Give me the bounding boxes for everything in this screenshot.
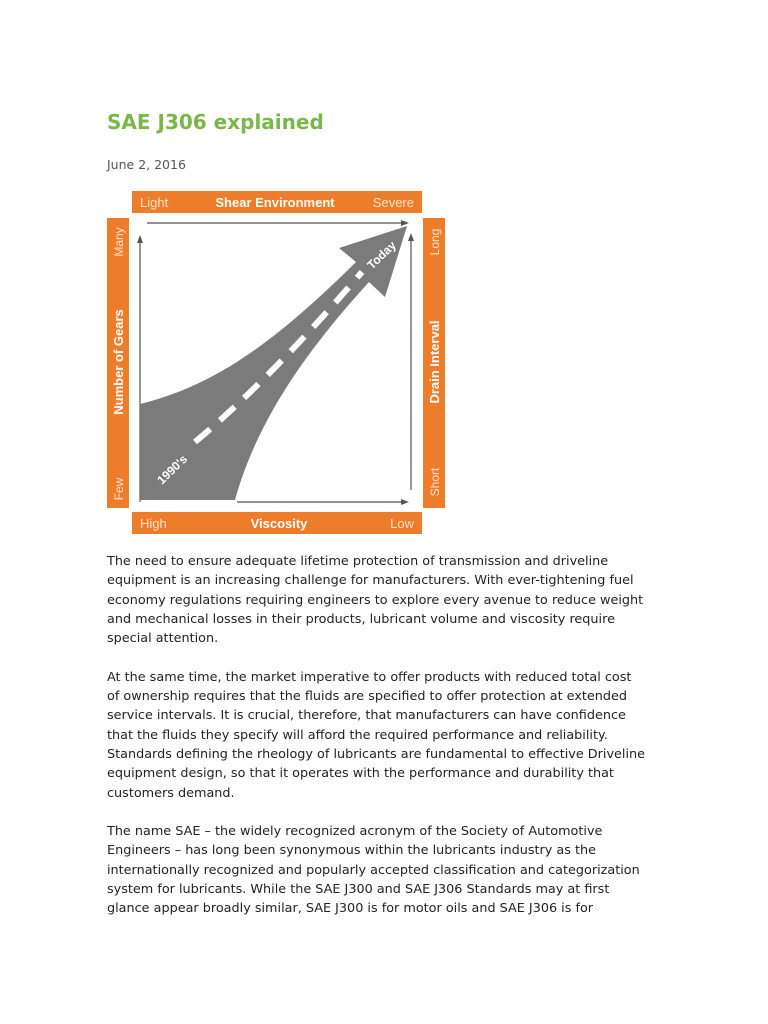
horizontal-axis-top bbox=[147, 220, 409, 226]
trend-diagram bbox=[107, 190, 442, 534]
right-bar-top-label: Long bbox=[428, 228, 442, 256]
article-title: SAE J306 explained bbox=[107, 110, 324, 134]
bottom-bar-left-label: High bbox=[140, 516, 167, 531]
left-bar-bottom-label: Few bbox=[112, 477, 126, 501]
paragraph: The need to ensure adequate lifetime protection of transmission and driveline equipment is an increasing challenge for manufacturers. With ever-tightening fuel economy regulations requiring engineers to explore every avenue to reduce weight and mechanical losses in their products, lubricant volume and viscosity require special attention. bbox=[107, 554, 644, 647]
article-date: June 2, 2016 bbox=[107, 157, 186, 172]
right-bar-center-label: Drain Interval bbox=[427, 320, 442, 404]
horizontal-axis-bottom bbox=[237, 499, 409, 505]
left-bar-center-label: Number of Gears bbox=[111, 309, 126, 415]
paragraph: The name SAE – the widely recognized acronym of the Society of Automotive Engineers – has long been synonymous within the lubricants industry as the internationally recognized and popularly accepted classification and categorization system for lubricants. While the SAE J300 and SAE J306 Standards may at first glance appear broadly similar, SAE J300 is for motor oils and SAE J306 is for bbox=[107, 824, 640, 917]
top-bar-center-label: Shear Environment bbox=[215, 195, 335, 210]
vertical-axis-right bbox=[408, 233, 414, 490]
top-bar-left-label: Light bbox=[140, 195, 169, 210]
top-bar-right-label: Severe bbox=[372, 195, 414, 210]
left-bar-top-label: Many bbox=[112, 227, 126, 257]
arrow-start-label: 1990's bbox=[154, 451, 191, 488]
right-bar-bottom-label: Short bbox=[428, 467, 442, 497]
article-body bbox=[107, 552, 667, 938]
bottom-bar-center-label: Viscosity bbox=[250, 516, 308, 531]
paragraph: At the same time, the market imperative to offer products with reduced total cost of ownership requires that the fluids are specified to offer protection at extended service intervals. It is crucial, therefore, that manufacturers can have confidence that the fluids they specify will afford the required performance and reliability. Standards defining the rheology of lubricants are fundamental to effective Driveline equipment design, so that it operates with the performance and durability that customers demand. bbox=[107, 669, 645, 801]
arrow-end-label: Today bbox=[364, 238, 399, 273]
bottom-bar-right-label: Low bbox=[390, 516, 414, 531]
